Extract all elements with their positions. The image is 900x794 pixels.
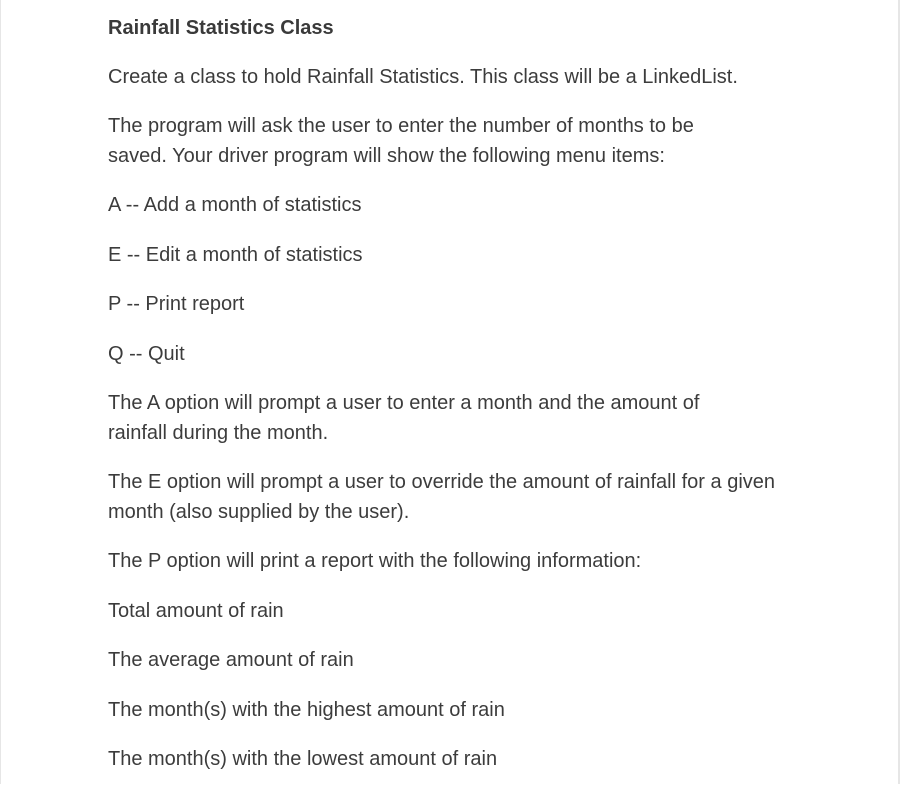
report-item-average: The average amount of rain (108, 649, 354, 671)
menu-item-print: P -- Print report (108, 293, 245, 315)
program-description-paragraph: The program will ask the user to enter the number of months to be saved. Your driver program will show the following menu items: (108, 115, 694, 167)
left-border (0, 0, 1, 784)
menu-item-quit: Q -- Quit (108, 342, 185, 365)
menu-item-edit: E -- Edit a month of statistics (108, 243, 363, 266)
report-item-total: Total amount of rain (108, 599, 284, 622)
page-title: Rainfall Statistics Class (108, 17, 334, 39)
report-item-lowest: The month(s) with the lowest amount of rain (108, 748, 498, 770)
menu-item-add: A -- Add a month of statistics (108, 194, 362, 216)
assignment-content (108, 14, 788, 794)
intro-paragraph: Create a class to hold Rainfall Statistics. This class will be a LinkedList. (108, 66, 738, 88)
option-e-paragraph: The E option will prompt a user to override the amount of rainfall for a given month (also supplied by the user). (108, 471, 776, 523)
option-a-paragraph: The A option will prompt a user to enter a month and the amount of rainfall during the month. (108, 392, 700, 444)
option-p-paragraph: The P option will print a report with the following information: (108, 550, 642, 572)
report-item-highest: The month(s) with the highest amount of rain (108, 698, 505, 721)
